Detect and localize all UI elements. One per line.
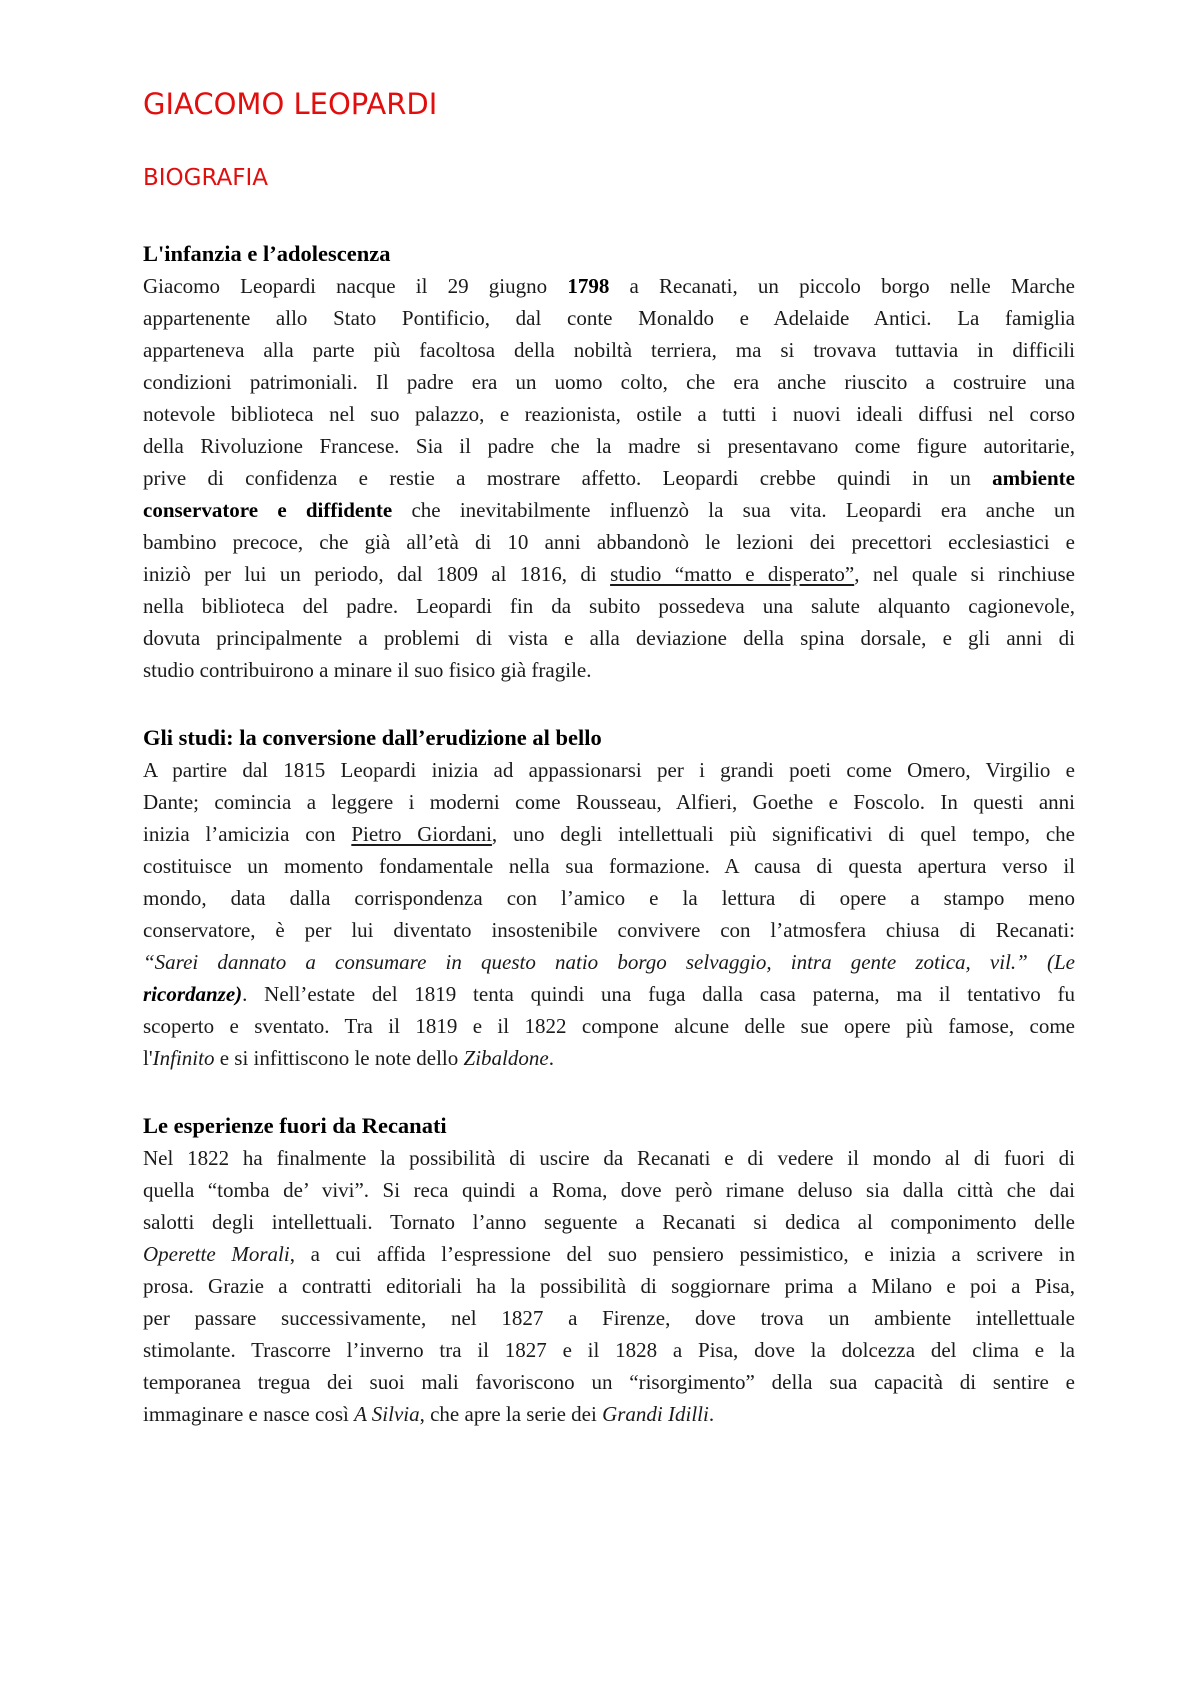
text-line: stimolante. Trascorre l’inverno tra il 1827 e il 1828 a Pisa, dove la dolcezza del clima e la [143, 1338, 1075, 1362]
bold-phrase: conservatore e diffidente [143, 498, 393, 522]
text-line: A partire dal 1815 Leopardi inizia ad appassionarsi per i grandi poeti come Omero, Virgilio e [143, 758, 1075, 782]
text-line: quella “tomba de’ vivi”. Si reca quindi a Roma, dove però rimane deluso sia dalla città che dai [143, 1178, 1075, 1202]
section-heading: L'infanzia e l’adolescenza [143, 241, 391, 266]
italic-title: Operette Morali [143, 1242, 290, 1266]
italic-title: Infinito [152, 1046, 215, 1070]
section-studi [143, 722, 1075, 1074]
text-line: per passare successivamente, nel 1827 a Firenze, dove trova un ambiente intellettuale [143, 1306, 1075, 1330]
section-paragraph [143, 270, 1075, 686]
text-line: condizioni patrimoniali. Il padre era un uomo colto, che era anche riuscito a costruire una [143, 370, 1075, 394]
section-heading: Le esperienze fuori da Recanati [143, 1113, 447, 1138]
text-line: Nel 1822 ha finalmente la possibilità di uscire da Recanati e di vedere il mondo al di fuori di [143, 1146, 1075, 1170]
italic-quote: “Sarei dannato a consumare in questo natio borgo selvaggio, intra gente zotica, vil.” (Le [143, 950, 1075, 974]
text-line: conservatore e diffidente che inevitabilmente influenzò la sua vita. Leopardi era anche un [143, 498, 1076, 522]
section-esperienze [143, 1110, 1075, 1430]
italic-citation: ricordanze) [143, 982, 243, 1006]
italic-title: Grandi Idilli [602, 1402, 709, 1426]
text-line: prive di confidenza e restie a mostrare affetto. Leopardi crebbe quindi in un ambiente [143, 466, 1075, 490]
text-line: apparteneva alla parte più facoltosa della nobiltà terriera, ma si trovava tuttavia in difficili [143, 338, 1075, 362]
document-title: GIACOMO LEOPARDI [143, 87, 438, 121]
section-paragraph [143, 754, 1075, 1074]
text-line: della Rivoluzione Francese. Sia il padre che la madre si presentavano come figure autoritarie, [143, 434, 1075, 458]
section-paragraph [143, 1142, 1075, 1430]
text-line: ricordanze). Nell’estate del 1819 tenta quindi una fuga dalla casa paterna, ma il tentativo fu [143, 982, 1075, 1006]
text-line [143, 946, 1075, 978]
section-infanzia [143, 238, 1075, 686]
text-line: nella biblioteca del padre. Leopardi fin da subito possedeva una salute alquanto cagionevole, [143, 594, 1075, 618]
text-line: appartenente allo Stato Pontificio, dal conte Monaldo e Adelaide Antici. La famiglia [143, 306, 1075, 330]
text-line: iniziò per lui un periodo, dal 1809 al 1816, di studio “matto e disperato”, nel quale si rinchiuse [143, 562, 1075, 586]
text-line: conservatore, è per lui diventato insostenibile convivere con l’atmosfera chiusa di Recanati: [143, 918, 1075, 942]
underlined-name: Pietro Giordani [351, 822, 492, 846]
bold-year: 1798 [567, 274, 610, 298]
document-subtitle: BIOGRAFIA [143, 165, 269, 191]
text-line: mondo, data dalla corrispondenza con l’amico e la lettura di opere a stampo meno [143, 886, 1075, 910]
italic-title: Zibaldone [463, 1046, 549, 1070]
text-line: temporanea tregua dei suoi mali favoriscono un “risorgimento” della sua capacità di sentire e [143, 1370, 1075, 1394]
text-line: dovuta principalmente a problemi di vista e alla deviazione della spina dorsale, e gli anni di [143, 626, 1075, 650]
text-line: inizia l’amicizia con Pietro Giordani, uno degli intellettuali più significativi di quel tempo, che [143, 822, 1075, 846]
text-line: salotti degli intellettuali. Tornato l’anno seguente a Recanati si dedica al componimento delle [143, 1210, 1075, 1234]
text-line: prosa. Grazie a contratti editoriali ha la possibilità di soggiornare prima a Milano e poi a Pisa, [143, 1274, 1075, 1298]
text-line: Dante; comincia a leggere i moderni come Rousseau, Alfieri, Goethe e Foscolo. In questi anni [143, 790, 1075, 814]
text-line: studio contribuirono a minare il suo fisico già fragile. [143, 658, 592, 682]
text-line: bambino precoce, che già all’età di 10 anni abbandonò le lezioni dei precettori ecclesiastici e [143, 530, 1075, 554]
bold-phrase: ambiente [992, 466, 1075, 490]
italic-title: A Silvia [354, 1402, 420, 1426]
text-line: immaginare e nasce così A Silvia, che apre la serie dei Grandi Idilli. [143, 1402, 715, 1426]
text-line: scoperto e sventato. Tra il 1819 e il 1822 compone alcune delle sue opere più famose, come [143, 1014, 1075, 1038]
text-line: Giacomo Leopardi nacque il 29 giugno 1798 a Recanati, un piccolo borgo nelle Marche [143, 274, 1075, 298]
text-line: Operette Morali, a cui affida l’espressione del suo pensiero pessimistico, e inizia a scrivere in [143, 1242, 1075, 1266]
underlined-phrase: studio “matto e disperato” [610, 562, 855, 586]
text-line: notevole biblioteca nel suo palazzo, e reazionista, ostile a tutti i nuovi ideali diffusi nel corso [143, 402, 1075, 426]
text-line: l'Infinito e si infittiscono le note dello Zibaldone. [143, 1046, 554, 1070]
section-heading: Gli studi: la conversione dall’erudizione al bello [143, 725, 602, 750]
text-line: costituisce un momento fondamentale nella sua formazione. A causa di questa apertura verso il [143, 854, 1075, 878]
